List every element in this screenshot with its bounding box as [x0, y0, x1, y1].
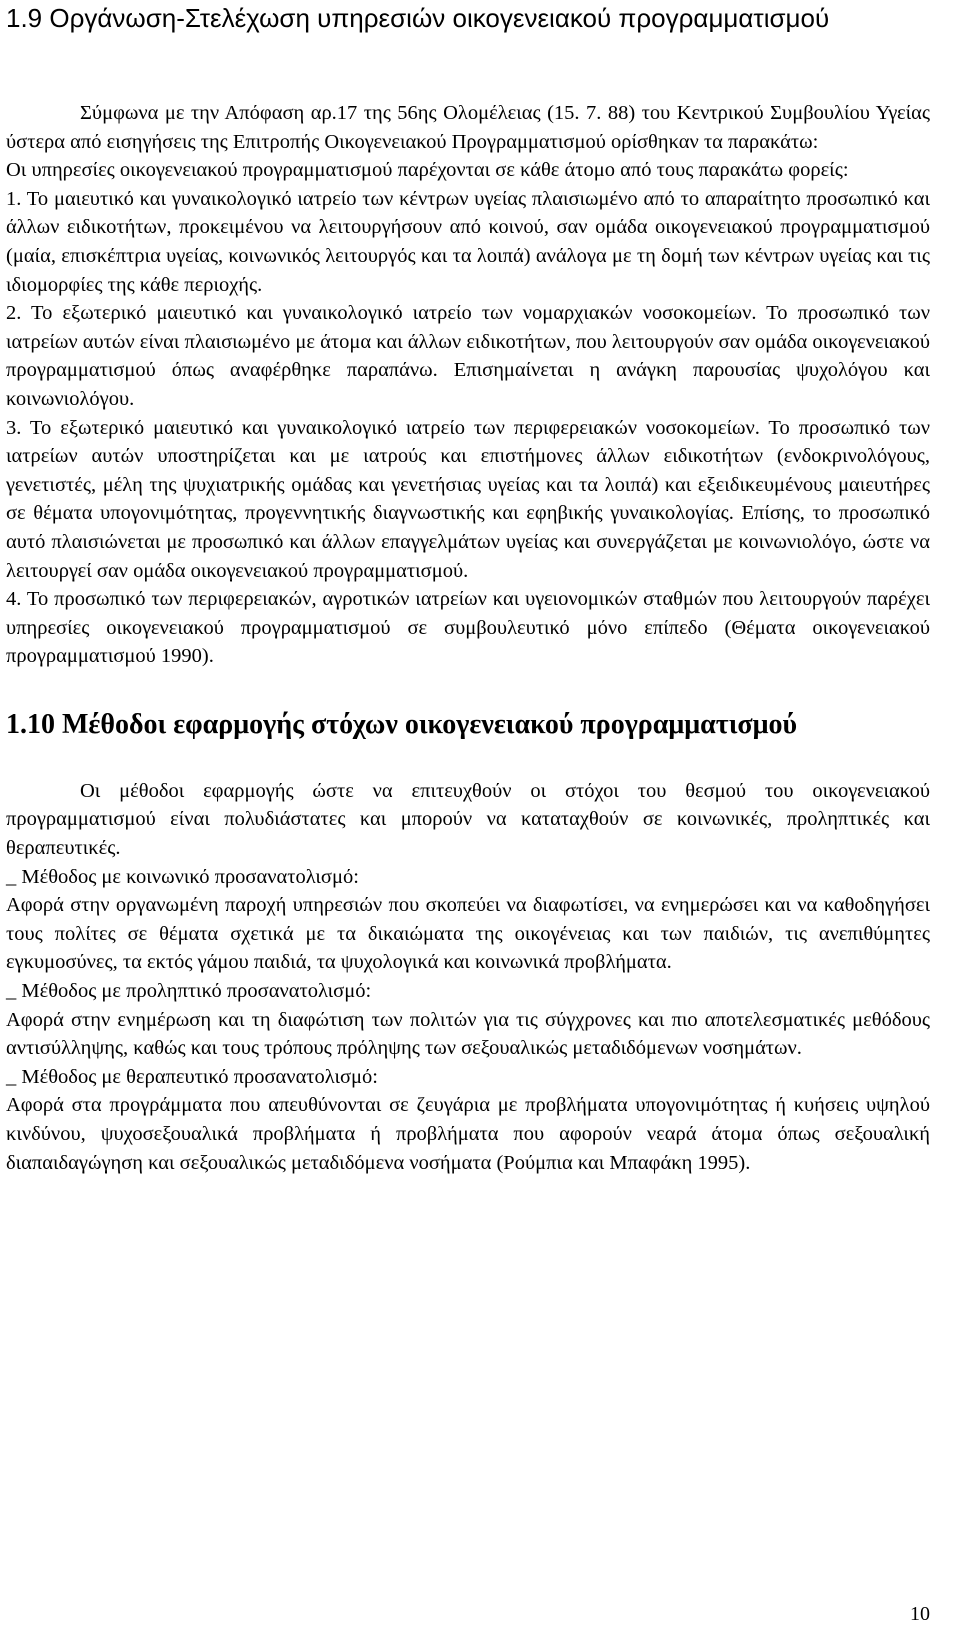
- method-therapeutic-label: _ Μέθοδος με θεραπευτικό προσανατολισμό:: [6, 1065, 378, 1088]
- list-item-2: 2. Το εξωτερικό μαιευτικό και γυναικολογικό ιατρείο των νομαρχιακών νοσοκομείων. Το προσωπικό των ιατρείων αυτών είναι πλαισιωμένο με άτομα και άλλων ειδικοτήτων, που λειτουργούν σαν ομάδα οικογενειακού προγραμματισμού όπως αναφέρθηκε παραπάνω. Επισημαίνεται η ανάγκη παρουσίας ψυχολόγου και κοινωνιολόγου.: [6, 302, 930, 410]
- method-social-text: Αφορά στην οργανωμένη παροχή υπηρεσιών που σκοπεύει να διαφωτίσει, να ενημερώσει και να καθοδηγήσει τους πολίτες σε θέματα σχετικά με τα δικαιώματα της οικογένειας και των παιδιών, τις ανεπιθύμητες εγκυμοσύνες, τα εκτός γάμου παιδιά, τα ψυχολογικά και κοινωνικά προβλήματα.: [6, 894, 930, 974]
- document-page: [6, 0, 930, 1177]
- method-preventive-text: Αφορά στην ενημέρωση και τη διαφώτιση των πολιτών για τις σύγχρονες και πιο αποτελεσματικές μεθόδους αντισύλληψης, καθώς και τους τρόπους πρόληψης των σεξουαλικώς μεταδιδόμενων νοσημάτων.: [6, 1008, 930, 1060]
- section-heading-1-9: 1.9 Οργάνωση-Στελέχωση υπηρεσιών οικογενειακού προγραμματισμού: [6, 3, 830, 33]
- list-item-4: 4. Το προσωπικό των περιφερειακών, αγροτικών ιατρείων και υγειονομικών σταθμών που λειτουργούν παρέχει υπηρεσίες οικογενειακού προγραμματισμού σε συμβουλευτικό μόνο επίπεδο (Θέματα οικογενειακού προγραμματισμού 1990).: [6, 588, 930, 668]
- method-therapeutic-text: Αφορά στα προγράμματα που απευθύνονται σε ζευγάρια με προβλήματα υπογονιμότητας ή κυήσεις υψηλού κινδύνου, ψυχοσεξουαλικά προβλήματα ή προβλήματα που αφορούν νεαρά άτομα όπως σεξουαλική διαπαιδαγώγηση και σεξουαλικώς μεταδιδόμενα νοσήματα (Ρούμπια και Μπαφάκη 1995).: [6, 1094, 930, 1174]
- list-item-1: 1. Το μαιευτικό και γυναικολογικό ιατρείο των κέντρων υγείας πλαισιωμένο από το απαραίτητο προσωπικό και άλλων ειδικοτήτων, προκειμένου να λειτουργήσουν από κοινού, σαν ομάδα οικογενειακού προγραμματισμού (μαία, επισκέπτρια υγείας, κοινωνικός λειτουργός και τα λοιπά) ανάλογα με τη δομή των κέντρων υγείας και τις ιδιομορφίες της κάθε περιοχής.: [6, 187, 930, 296]
- page-number: 10: [910, 1603, 930, 1625]
- method-social-label: _ Μέθοδος με κοινωνικό προσανατολισμό:: [6, 865, 359, 888]
- paragraph-intro: Σύμφωνα με την Απόφαση αρ.17 της 56ης Ολομέλειας (15. 7. 88) του Κεντρικού Συμβουλίου Υγείας ύστερα από εισηγήσεις της Επιτροπής Οικογενειακού Προγραμματισμού ορίσθηκαν τα παρακάτω:: [6, 102, 930, 153]
- method-preventive-label: _ Μέθοδος με προληπτικό προσανατολισμό:: [6, 980, 372, 1003]
- paragraph-methods-intro: Οι μέθοδοι εφαρμογής ώστε να επιτευχθούν οι στόχοι του θεσμού του οικογενειακού προγραμματισμού είναι πολυδιάστατες και μπορούν να καταταχθούν σε κοινωνικές, προληπτικές και θεραπευτικές.: [6, 779, 930, 860]
- section-heading-1-10: 1.10 Μέθοδοι εφαρμογής στόχων οικογενειακού προγραμματισμού: [6, 708, 798, 740]
- paragraph-services: Οι υπηρεσίες οικογενειακού προγραμματισμού παρέχονται σε κάθε άτομο από τους παρακάτω φορείς:: [6, 159, 849, 182]
- list-item-3: 3. Το εξωτερικό μαιευτικό και γυναικολογικό ιατρείο των περιφερειακών νοσοκομείων. Το προσωπικό των ιατρείων αυτών υποστηρίζεται και με ιατρούς και επιστήμονες άλλων ειδικοτήτων (ενδοκρινολόγους, γενετιστές, μέλη της ψυχιατρικής ομάδας και γενετήσιας υγείας και τα λοιπά) και εξειδικευμένους μαιευτήρες σε θέματα υπογονιμότητας, προγεννητικής διαγνωστικής και εφηβικής γυναικολογίας. Επίσης, το προσωπικό αυτό πλαισιώνεται με προσωπικό και άλλων επαγγελμάτων υγείας και συνεργάζεται με κοινωνιολόγο, ώστε να λειτουργεί σαν ομάδα οικογενειακού προγραμματισμού.: [6, 416, 930, 582]
